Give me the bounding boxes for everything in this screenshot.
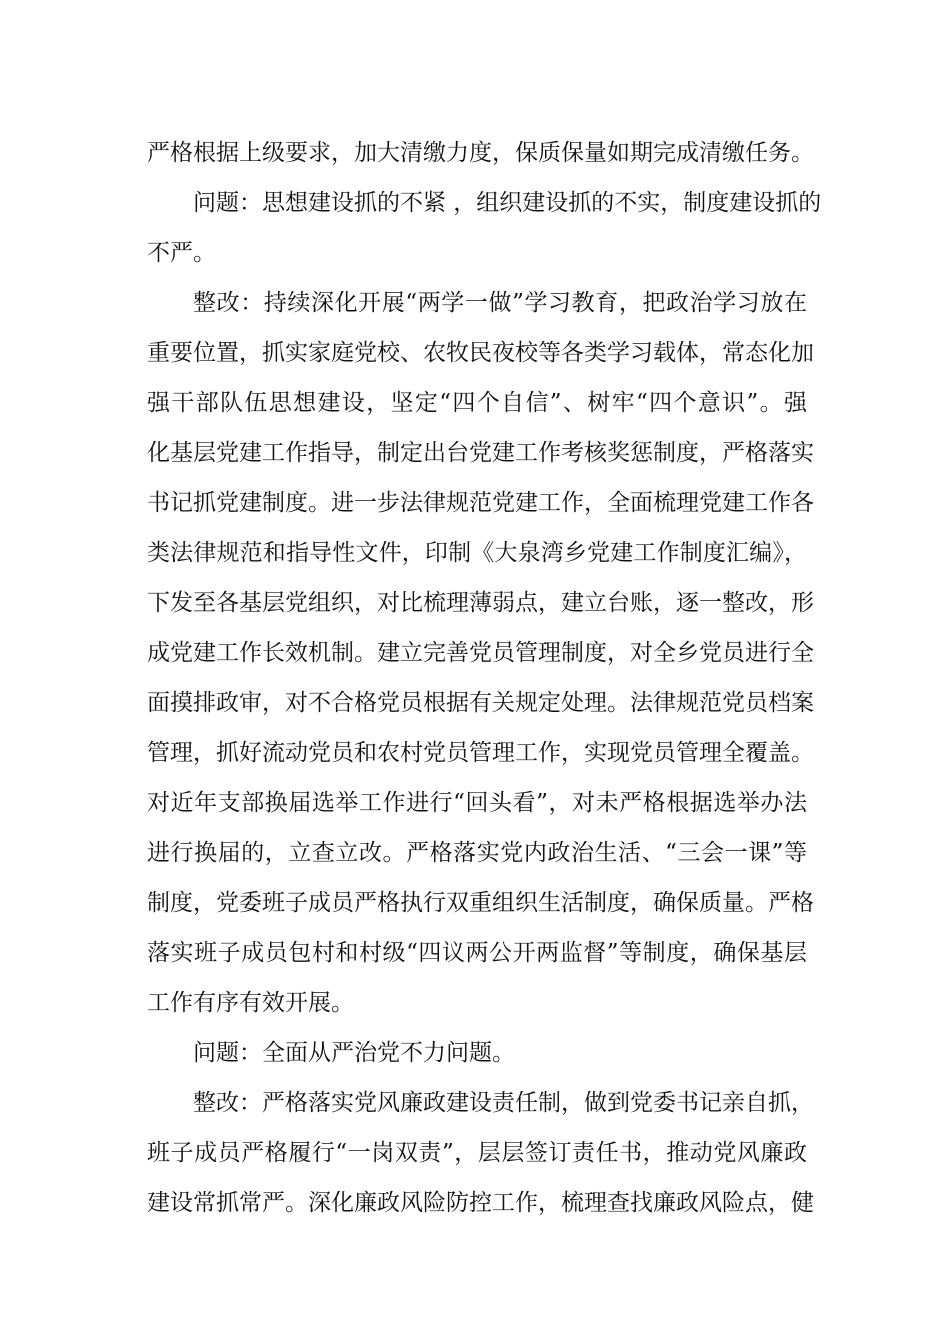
text-line: 制度，党委班子成员严格执行双重组织生活制度，确保质量。严格 (147, 890, 814, 916)
text-line: 严格根据上级要求，加大清缴力度，保质保量如期完成清缴任务。 (147, 140, 814, 166)
text-line: 重要位置，抓实家庭党校、农牧民夜校等各类学习载体，常态化加 (147, 340, 814, 366)
text-line: 化基层党建工作指导，制定出台党建工作考核奖惩制度，严格落实 (147, 440, 814, 466)
text-line: 问题：全面从严治党不力问题。 (193, 1040, 515, 1066)
text-line: 落实班子成员包村和村级“四议两公开两监督”等制度，确保基层 (147, 940, 807, 966)
text-line: 整改：持续深化开展“两学一做”学习教育，把政治学习放在 (193, 290, 807, 316)
text-line: 面摸排政审，对不合格党员根据有关规定处理。法律规范党员档案 (147, 690, 814, 716)
text-line: 进行换届的，立查立改。严格落实党内政治生活、“三会一课”等 (147, 840, 807, 866)
text-line: 书记抓党建制度。进一步法律规范党建工作，全面梳理党建工作各 (147, 490, 814, 516)
text-line: 不严。 (147, 240, 216, 266)
text-line: 问题：思想建设抓的不紧 ，组织建设抓的不实，制度建设抓的 (193, 190, 822, 216)
text-line: 类法律规范和指导性文件，印制《大泉湾乡党建工作制度汇编》， (147, 540, 807, 566)
text-line: 对近年支部换届选举工作进行“回头看”，对未严格根据选举办法 (147, 790, 807, 816)
document-body (147, 128, 822, 1228)
text-line: 下发至各基层党组织，对比梳理薄弱点，建立台账，逐一整改，形 (147, 590, 814, 616)
text-line: 强干部队伍思想建设，坚定“四个自信”、树牢“四个意识”。强 (147, 390, 807, 416)
text-line: 班子成员严格履行“一岗双责”，层层签订责任书，推动党风廉政 (147, 1140, 807, 1166)
text-line: 工作有序有效开展。 (147, 990, 354, 1016)
text-line: 管理，抓好流动党员和农村党员管理工作，实现党员管理全覆盖。 (147, 740, 814, 766)
text-line: 成党建工作长效机制。建立完善党员管理制度，对全乡党员进行全 (147, 640, 814, 666)
text-line: 整改：严格落实党风廉政建设责任制，做到党委书记亲自抓， (193, 1090, 814, 1116)
text-line: 建设常抓常严。深化廉政风险防控工作，梳理查找廉政风险点，健 (147, 1190, 814, 1216)
